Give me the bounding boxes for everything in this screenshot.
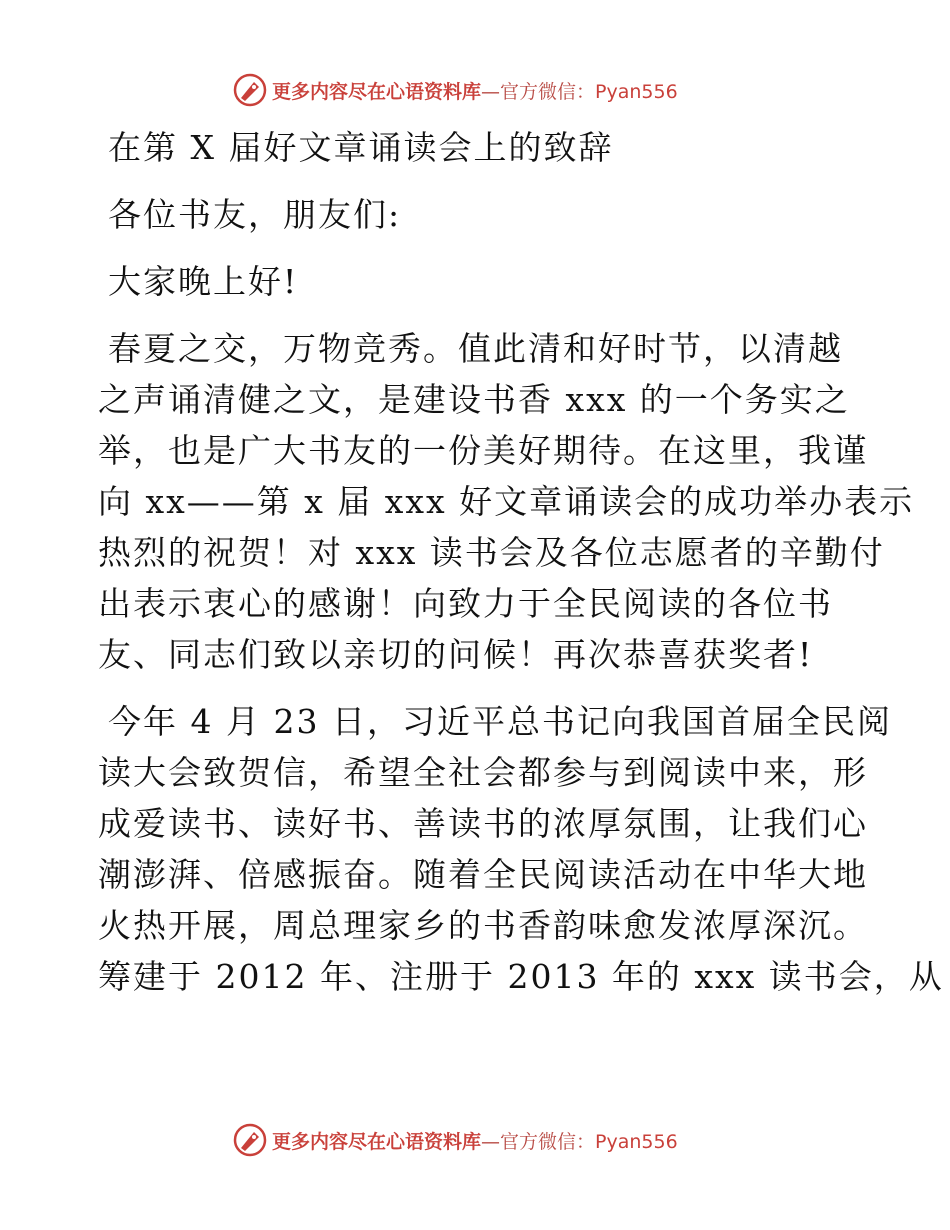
- paragraph-line: 潮澎湃、倍感振奋。随着全民阅读活动在中华大地: [98, 855, 868, 894]
- paragraph-1: [98, 323, 915, 680]
- paragraph-line: 友、同志们致以亲切的问候！再次恭喜获奖者!: [98, 635, 814, 674]
- watermark-site-name: 更多内容尽在心语资料库: [272, 80, 482, 103]
- pen-nib-logo-icon: [232, 72, 268, 108]
- document-title: 在第 X 届好文章诵读会上的致辞: [108, 128, 614, 167]
- paragraph-line: 今年 4 月 23 日，习近平总书记向我国首届全民阅: [108, 702, 892, 741]
- watermark-site-name: 更多内容尽在心语资料库: [272, 1130, 482, 1153]
- watermark-wechat-id: Pyan556: [595, 1130, 678, 1153]
- paragraph-line: 举，也是广大书友的一份美好期待。在这里，我谨: [98, 431, 868, 470]
- footer-watermark-banner: [232, 1120, 712, 1160]
- header-watermark-banner: [232, 70, 712, 110]
- paragraph-line: 读大会致贺信，希望全社会都参与到阅读中来，形: [98, 753, 868, 792]
- watermark-text: [272, 1127, 678, 1154]
- paragraph-line: 出表示衷心的感谢！向致力于全民阅读的各位书: [98, 584, 833, 623]
- paragraph-line: 成爱读书、读好书、善读书的浓厚氛围，让我们心: [98, 804, 868, 843]
- watermark-wechat-id: Pyan556: [595, 80, 678, 103]
- paragraph-line: 春夏之交，万物竞秀。值此清和好时节，以清越: [108, 329, 843, 368]
- paragraph-line: 热烈的祝贺！对 xxx 读书会及各位志愿者的辛勤付: [98, 533, 885, 572]
- greeting: 大家晚上好!: [108, 262, 299, 301]
- paragraph-line: 火热开展，周总理家乡的书香韵味愈发浓厚深沉。: [98, 906, 868, 945]
- paragraph-line: 之声诵清健之文，是建设书香 xxx 的一个务实之: [98, 380, 850, 419]
- paragraph-2: [98, 696, 944, 1002]
- salutation: 各位书友，朋友们:: [108, 195, 402, 234]
- pen-nib-logo-icon: [232, 1122, 268, 1158]
- paragraph-line: 向 xx——第 x 届 xxx 好文章诵读会的成功举办表示: [98, 482, 915, 521]
- document-body: [98, 122, 944, 1002]
- paragraph-line: 筹建于 2012 年、注册于 2013 年的 xxx 读书会，从: [98, 957, 944, 996]
- watermark-text: [272, 77, 678, 104]
- watermark-wechat-label: —官方微信：: [481, 1130, 596, 1153]
- watermark-wechat-label: —官方微信：: [481, 80, 596, 103]
